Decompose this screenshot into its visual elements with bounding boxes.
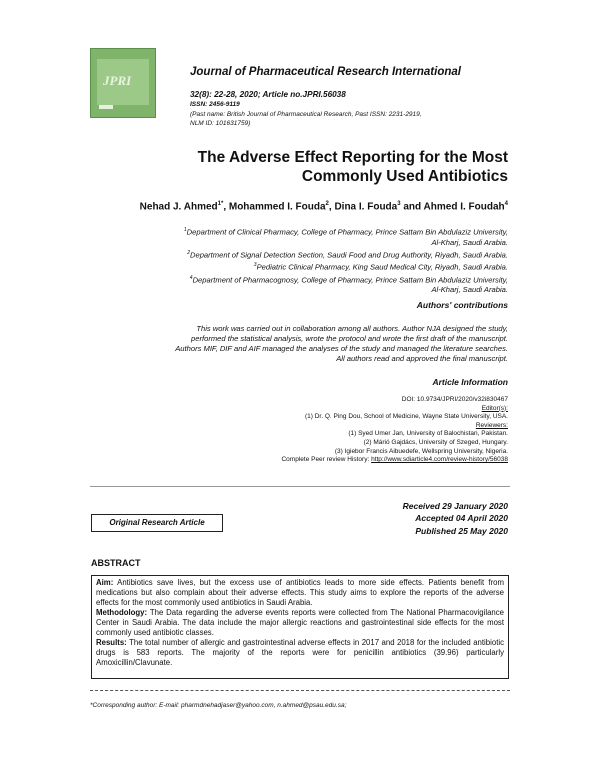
section-divider [90,486,510,487]
reviewer-2: (2) Márió Gajdács, University of Szeged, Hungary. [363,438,508,446]
affiliation-sup: 4 [189,274,193,281]
author-1-sup: 1* [217,201,224,207]
methodology-label: Methodology: [96,608,148,617]
affiliation-text: Pediatric Clinical Pharmacy, King Saud Medical City, Riyadh, Saudi Arabia. [256,262,508,272]
author-1: Nehad J. Ahmed [139,201,218,213]
volume-line: 32(8): 22-28, 2020; Article no.JPRI.56038 [190,90,346,99]
affiliation-text: Department of Clinical Pharmacy, College of Pharmacy, Prince Sattam Bin Abdulaziz University, [186,227,508,237]
former-name-line2: NLM ID: 101631759) [190,120,251,127]
title-line1: The Adverse Effect Reporting for the Most [197,149,508,166]
former-name-line1: (Past name: British Journal of Pharmaceutical Research, Past ISSN: 2231-2919, [190,111,422,118]
affiliation-sup: 1 [183,227,187,233]
affiliation-4 [88,273,508,296]
history-label: Complete Peer review History: [281,456,372,464]
editor-1: (1) Dr. Q. Ping Dou, School of Medicine, Wayne State University, USA. [304,413,508,421]
abstract-aim [96,578,504,608]
author-4-sup: 4 [504,201,508,207]
author-4: and Ahmed I. Foudah [400,201,505,213]
affiliation-sup: 3 [253,262,257,269]
affiliations [88,225,508,295]
contributions-heading: Authors' contributions [416,300,508,310]
cover-logo: JPRI [103,73,132,88]
affiliation-text: Department of Pharmacognosy, College of Pharmacy, Prince Sattam Bin Abdulaziz University, [192,275,508,285]
review-history [78,456,508,465]
abstract-results [96,638,504,668]
abstract-methodology [96,608,504,638]
author-2-sup: 2 [325,201,329,207]
methodology-text: The Data regarding the adverse events reports were collected from The National Pharmacovigilance Center in Saudi Arabia. The data include the major allergic reactions and gastrointestinal side effects for the most commonly used antibiotic classes. [96,608,504,637]
doi: DOI: 10.9734/JPRI/2020/v32i830467 [401,396,508,403]
contributions-text [78,324,508,364]
abstract-box [91,575,509,679]
article-info-heading: Article Information [432,377,508,387]
article-info [78,396,508,465]
paper-title [88,148,508,186]
former-name [190,110,422,128]
issn: ISSN: 2456-9119 [190,101,240,108]
accepted-date: Accepted 04 April 2020 [415,513,508,524]
aim-label: Aim: [96,578,114,587]
publication-dates [403,500,508,537]
contributions-line: All authors read and approved the final manuscript. [336,354,508,363]
aim-text: Antibiotics save lives, but the excess use of antibiotics leads to more side effects. Patients benefit from medications but also complain about their adverse effects. This study aims to explore the reports of the adverse effects for the most commonly used antibiotics in Saudi Arabia. [96,578,504,607]
affiliation-2 [88,248,508,261]
history-link[interactable]: http://www.sdiarticle4.com/review-history/56038 [371,456,508,464]
contributions-line: This work was carried out in collaboration among all authors. Author NJA designed the study, [196,324,508,333]
affiliation-text: Al-Kharj, Saudi Arabia. [431,237,508,247]
corresponding-author-footnote: *Corresponding author: E-mail: pharmdnehadjaser@yahoo.com, n.ahmed@psau.edu.sa; [90,702,347,709]
journal-cover-image [90,48,156,118]
affiliation-1 [88,225,508,248]
footnote-rule [90,690,510,691]
affiliation-sup: 2 [187,249,190,256]
results-text: The total number of allergic and gastrointestinal adverse effects in 2017 and 2018 for the included antibiotic drugs is 583 reports. The majority of the reports were for penicillin antibiotics (39.96) particularly Amoxicillin/Clavunate. [96,638,504,667]
reviewer-1: (1) Syed Umer Jan, University of Balochistan, Pakistan. [348,430,508,438]
results-label: Results: [96,638,127,647]
author-list [140,201,508,212]
title-line2: Commonly Used Antibiotics [301,168,508,185]
affiliation-text: Al-Kharj, Saudi Arabia. [431,285,508,295]
editors-label: Editor(s): [481,404,508,412]
contributions-line: Authors MIF, DIF and AIF managed the analyses of the study and managed the literature searches. [175,344,508,353]
cover-strip [99,105,113,109]
author-2: , Mohammed I. Fouda [223,201,326,213]
author-3: , Dina I. Fouda [328,201,398,213]
author-3-sup: 3 [397,201,401,207]
affiliation-text: Department of Signal Detection Section, Saudi Food and Drug Authority, Riyadh, Saudi Arabia. [190,250,508,260]
published-date: Published 25 May 2020 [415,525,508,536]
affiliation-3 [88,260,508,273]
reviewers-label: Reviewers: [475,421,508,429]
journal-name: Journal of Pharmaceutical Research International [190,66,461,78]
article-type-box: Original Research Article [91,514,223,532]
received-date: Received 29 January 2020 [402,501,508,511]
contributions-line: performed the statistical analysis, wrote the protocol and wrote the first draft of the manuscript. [191,334,508,343]
reviewer-3: (3) Igiebor Francis Aibuedefe, Wellspring University, Nigeria. [334,447,508,455]
abstract-heading: ABSTRACT [91,558,141,568]
